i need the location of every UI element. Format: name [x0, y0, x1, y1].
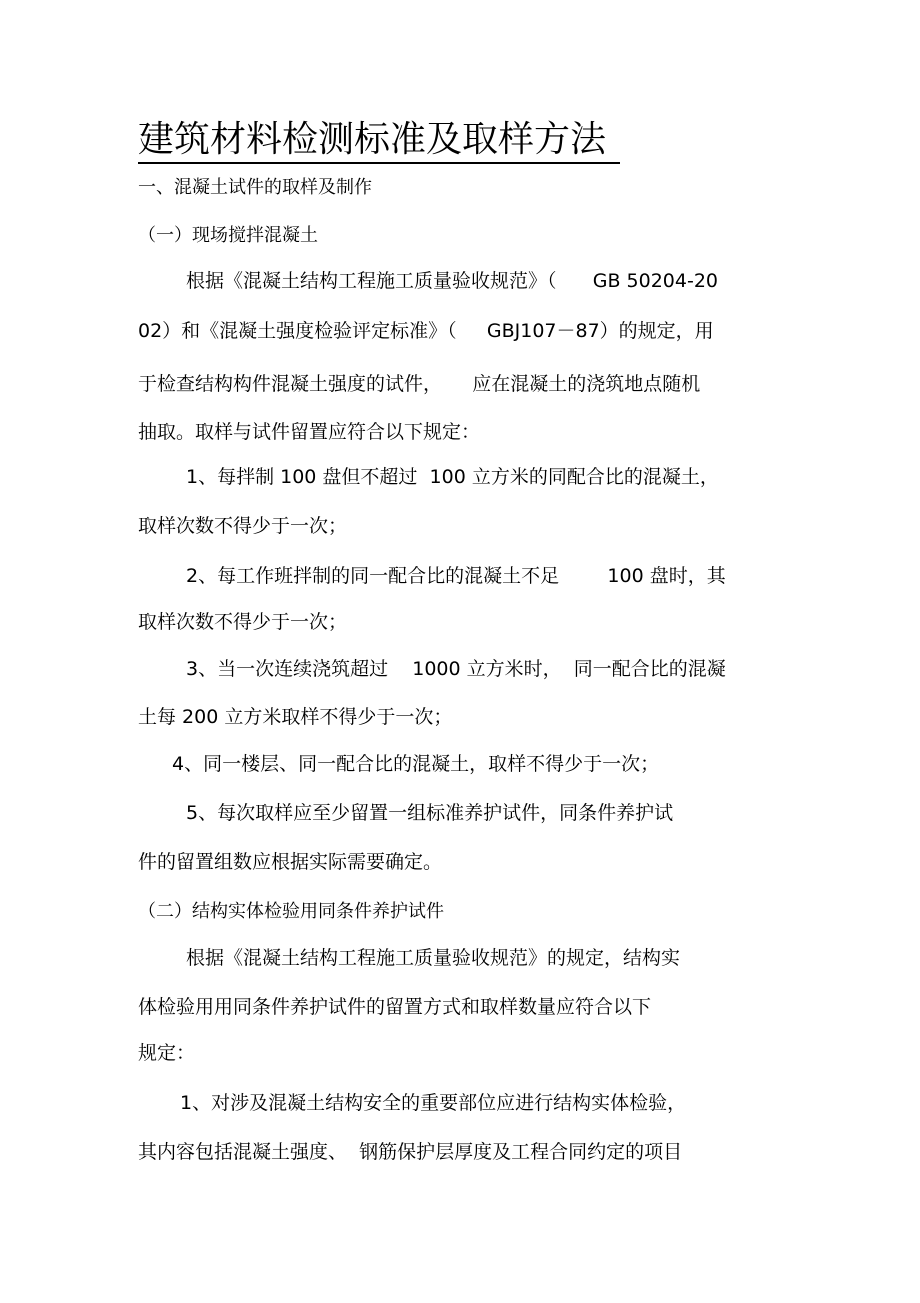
- subsection-heading: （二）结构实体检验用同条件养护试件: [138, 901, 444, 922]
- section-heading: 一、混凝土试件的取样及制作: [138, 177, 372, 198]
- paragraph-line: 体检验用用同条件养护试件的留置方式和取样数量应符合以下: [138, 996, 652, 1018]
- paragraph-line: 规定：: [138, 1042, 196, 1064]
- document-title: 建筑材料检测标准及取样方法: [138, 118, 620, 164]
- paragraph-line: 根据《混凝土结构工程施工质量验收规范》的规定，结构实: [186, 947, 681, 969]
- rule-line: 土每 200 立方米取样不得少于一次；: [138, 706, 453, 728]
- rule-line: 3、当一次连续浇筑超过 1000 立方米时， 同一配合比的混凝: [186, 658, 726, 680]
- rule-line: 1、对涉及混凝土结构安全的重要部位应进行结构实体检验，: [180, 1092, 687, 1114]
- paragraph-line: 于检查结构构件混凝土强度的试件， 应在混凝土的浇筑地点随机: [138, 373, 701, 395]
- rule-line: 5、每次取样应至少留置一组标准养护试件，同条件养护试: [186, 802, 674, 824]
- rule-line: 取样次数不得少于一次；: [138, 611, 348, 633]
- rule-line: 其内容包括混凝土强度、 钢筋保护层厚度及工程合同约定的项目: [138, 1141, 683, 1163]
- rule-line: 件的留置组数应根据实际需要确定。: [138, 851, 443, 873]
- paragraph-line: 根据《混凝土结构工程施工质量验收规范》（ GB 50204-20: [186, 270, 719, 292]
- rule-line: 4、同一楼层、同一配合比的混凝土，取样不得少于一次；: [172, 753, 660, 775]
- rule-line: 2、每工作班拌制的同一配合比的混凝土不足 100 盘时，其: [186, 565, 726, 587]
- subsection-heading: （一）现场搅拌混凝土: [138, 225, 318, 246]
- rule-line: 1、每拌制 100 盘但不超过 100 立方米的同配合比的混凝土，: [186, 466, 719, 488]
- rule-line: 取样次数不得少于一次；: [138, 515, 348, 537]
- paragraph-line: 02）和《混凝土强度检验评定标准》（ GBJ107－87）的规定，用: [138, 320, 714, 342]
- paragraph-line: 抽取。取样与试件留置应符合以下规定：: [138, 421, 481, 443]
